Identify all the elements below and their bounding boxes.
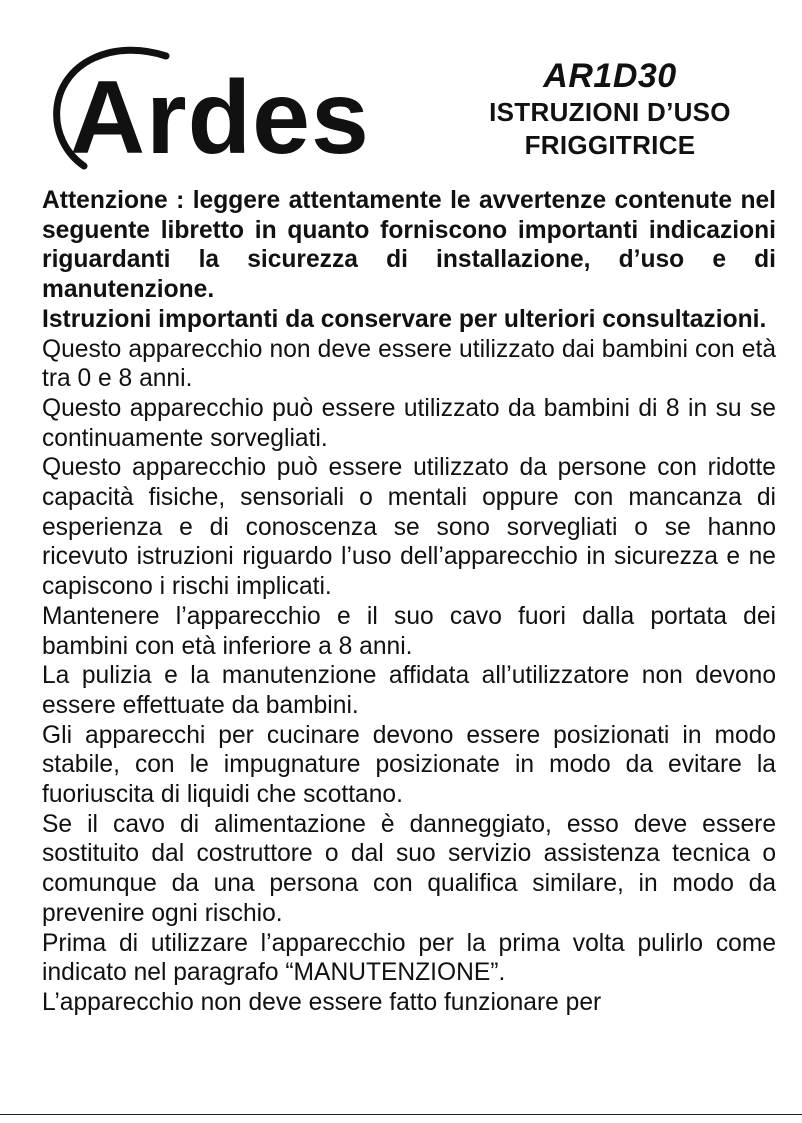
model-number: AR1D30 bbox=[543, 57, 677, 95]
keep-instructions-paragraph: Istruzioni importanti da conservare per ulteriori consultazioni. bbox=[42, 305, 767, 333]
instruction-paragraph: Mantenere l’apparecchio e il suo cavo fuori dalla portata dei bambini con età inferiore a 8 anni. bbox=[42, 602, 776, 660]
instruction-paragraph: Se il cavo di alimentazione è danneggiato, esso deve essere sostituito dal costruttore o dal suo servizio assistenza tecnica o comunque da una persona con qualifica similare, in modo da prevenire ogni rischio. bbox=[42, 810, 776, 927]
instruction-paragraph: L’apparecchio non deve essere fatto funzionare per bbox=[42, 988, 602, 1016]
instruction-paragraph: Prima di utilizzare l’apparecchio per la prima volta pulirlo come indicato nel paragrafo “MANUTENZIONE”. bbox=[42, 929, 776, 987]
instructions-body bbox=[42, 186, 776, 1018]
instruction-paragraph: Gli apparecchi per cucinare devono essere posizionati in modo stabile, con le impugnature posizionate in modo da evitare la fuoriuscita di liquidi che scottano. bbox=[42, 721, 776, 809]
instruction-paragraph: Questo apparecchio può essere utilizzato da persone con ridotte capacità fisiche, sensoriali o mentali oppure con mancanza di esperienza e di conoscenza se sono sorvegliati o se hanno ricevuto istruzioni riguardo l’uso dell’apparecchio in sicurezza e ne capiscono i rischi implicati. bbox=[42, 454, 776, 601]
document-header bbox=[455, 56, 765, 162]
brand-logo bbox=[44, 44, 374, 184]
logo-wordmark: Ardes bbox=[70, 60, 370, 176]
instruction-paragraph: La pulizia e la manutenzione affidata all’utilizzatore non devono essere effettuate da bambini. bbox=[42, 662, 776, 719]
warning-paragraph: Attenzione : leggere attentamente le avvertenze contenute nel seguente libretto in quanto forniscono importanti indicazioni riguardanti la sicurezza di installazione, d’uso e di manutenzione. bbox=[42, 187, 776, 304]
footer-divider bbox=[0, 1114, 802, 1115]
instruction-paragraph: Questo apparecchio può essere utilizzato da bambini di 8 in su se continuamente sorvegliati. bbox=[42, 394, 776, 452]
instruction-paragraph: Questo apparecchio non deve essere utilizzato dai bambini con età tra 0 e 8 anni. bbox=[42, 335, 776, 393]
product-name: FRIGGITRICE bbox=[524, 130, 696, 160]
document-title: ISTRUZIONI D’USO bbox=[489, 97, 731, 127]
